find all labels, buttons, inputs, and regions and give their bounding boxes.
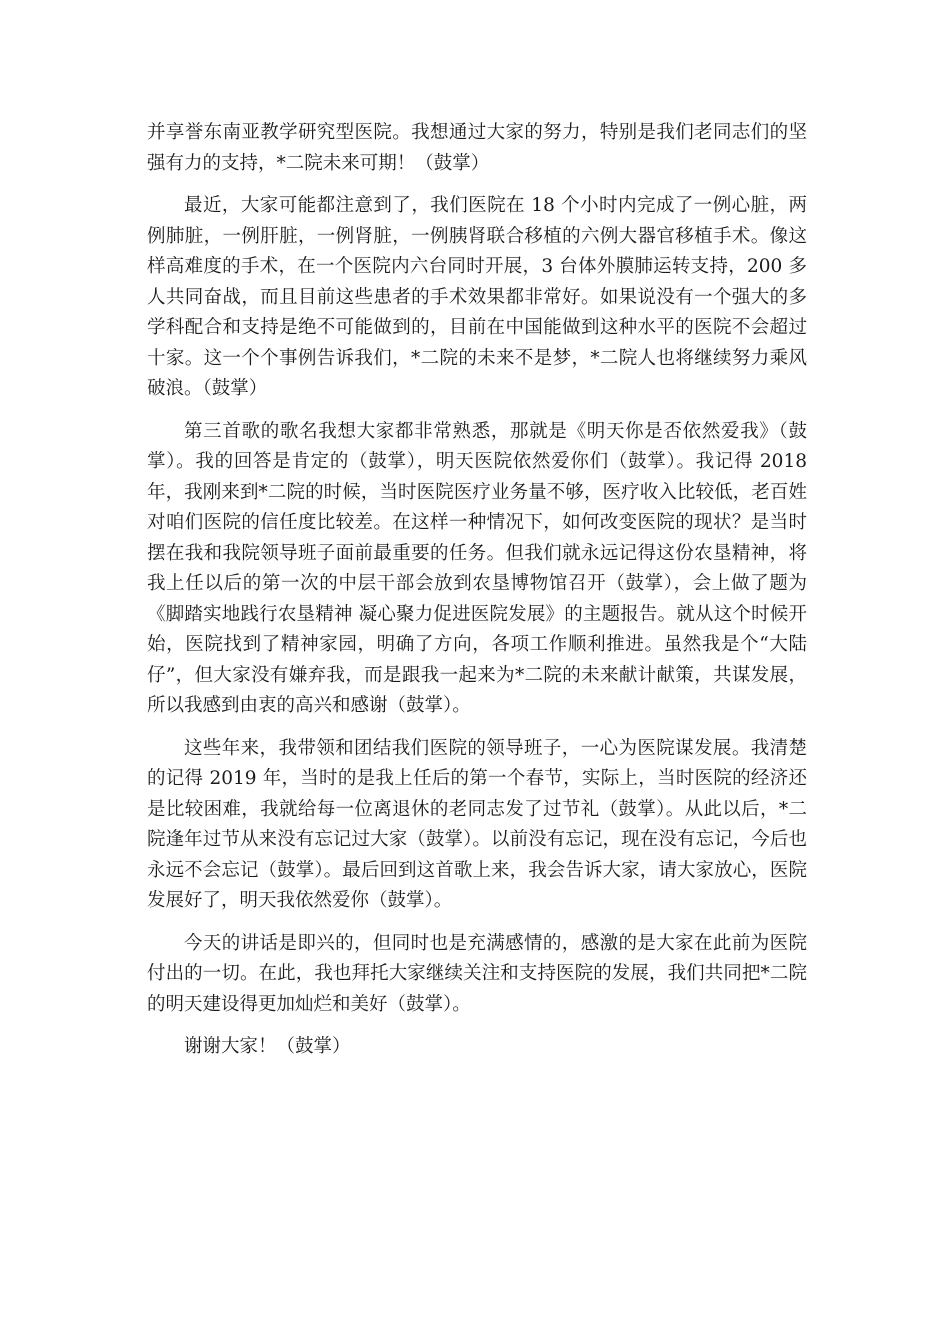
document-body (147, 118, 807, 1075)
paragraph-thanks: 谢谢大家！（鼓掌） (184, 1036, 351, 1057)
paragraph-closing-remarks: 今天的讲话是即兴的，但同时也是充满感情的，感激的是大家在此前为医院付出的一切。在此，我也拜托大家继续关注和支持医院的发展，我们共同把*二院的明天建设得更加灿烂和美好（鼓掌）。 (147, 932, 807, 1015)
paragraph-continuation: 并享誉东南亚教学研究型医院。我想通过大家的努力，特别是我们老同志们的坚强有力的支持，*二院未来可期！（鼓掌） (147, 122, 807, 174)
paragraph-third-song: 第三首歌的歌名我想大家都非常熟悉，那就是《明天你是否依然爱我》（鼓掌）。我的回答是肯定的（鼓掌），明天医院依然爱你们（鼓掌）。我记得 2018 年，我刚来到*二院的时候，当时医院医疗业务量不够，医疗收入比较低，老百姓对咱们医院的信任度比较差。在这样一种情况下，如何改变医院的现状？是当时摆在我和我院领导班子面前最重要的任务。但我们就永远记得这份农垦精神，将我上任以后的第一次的中层干部会放到农垦博物馆召开（鼓掌），会上做了题为《脚踏实地践行农垦精神 凝心聚力促进医院发展》的主题报告。就从这个时候开始，医院找到了精神家园，明确了方向，各项工作顺利推进。虽然我是个“大陆仔”，但大家没有嫌弃我，而是跟我一起来为*二院的未来献计献策，共谋发展，所以我感到由衷的高兴和感谢（鼓掌）。 (147, 420, 807, 716)
paragraph-leadership: 这些年来，我带领和团结我们医院的领导班子，一心为医院谋发展。我清楚的记得 2019 年，当时的是我上任后的第一个春节，实际上，当时医院的经济还是比较困难，我就给每一位离退休的老同志发了过节礼（鼓掌）。从此以后，*二院逢年过节从来没有忘记过大家（鼓掌）。以前没有忘记，现在没有忘记，今后也永远不会忘记（鼓掌）。最后回到这首歌上来，我会告诉大家，请大家放心，医院发展好了，明天我依然爱你（鼓掌）。 (147, 737, 807, 911)
paragraph-organ-transplant: 最近，大家可能都注意到了，我们医院在 18 个小时内完成了一例心脏，两例肺脏，一例肝脏，一例肾脏，一例胰肾联合移植的六例大器官移植手术。像这样高难度的手术，在一个医院内六台同时开展，3 台体外膜肺运转支持，200 多人共同奋战，而且目前这些患者的手术效果都非常好。如果说没有一个强大的多学科配合和支持是绝不可能做到的，目前在中国能做到这种水平的医院不会超过十家。这一个个事例告诉我们，*二院的未来不是梦，*二院人也将继续努力乘风破浪。（鼓掌） (147, 195, 807, 399)
